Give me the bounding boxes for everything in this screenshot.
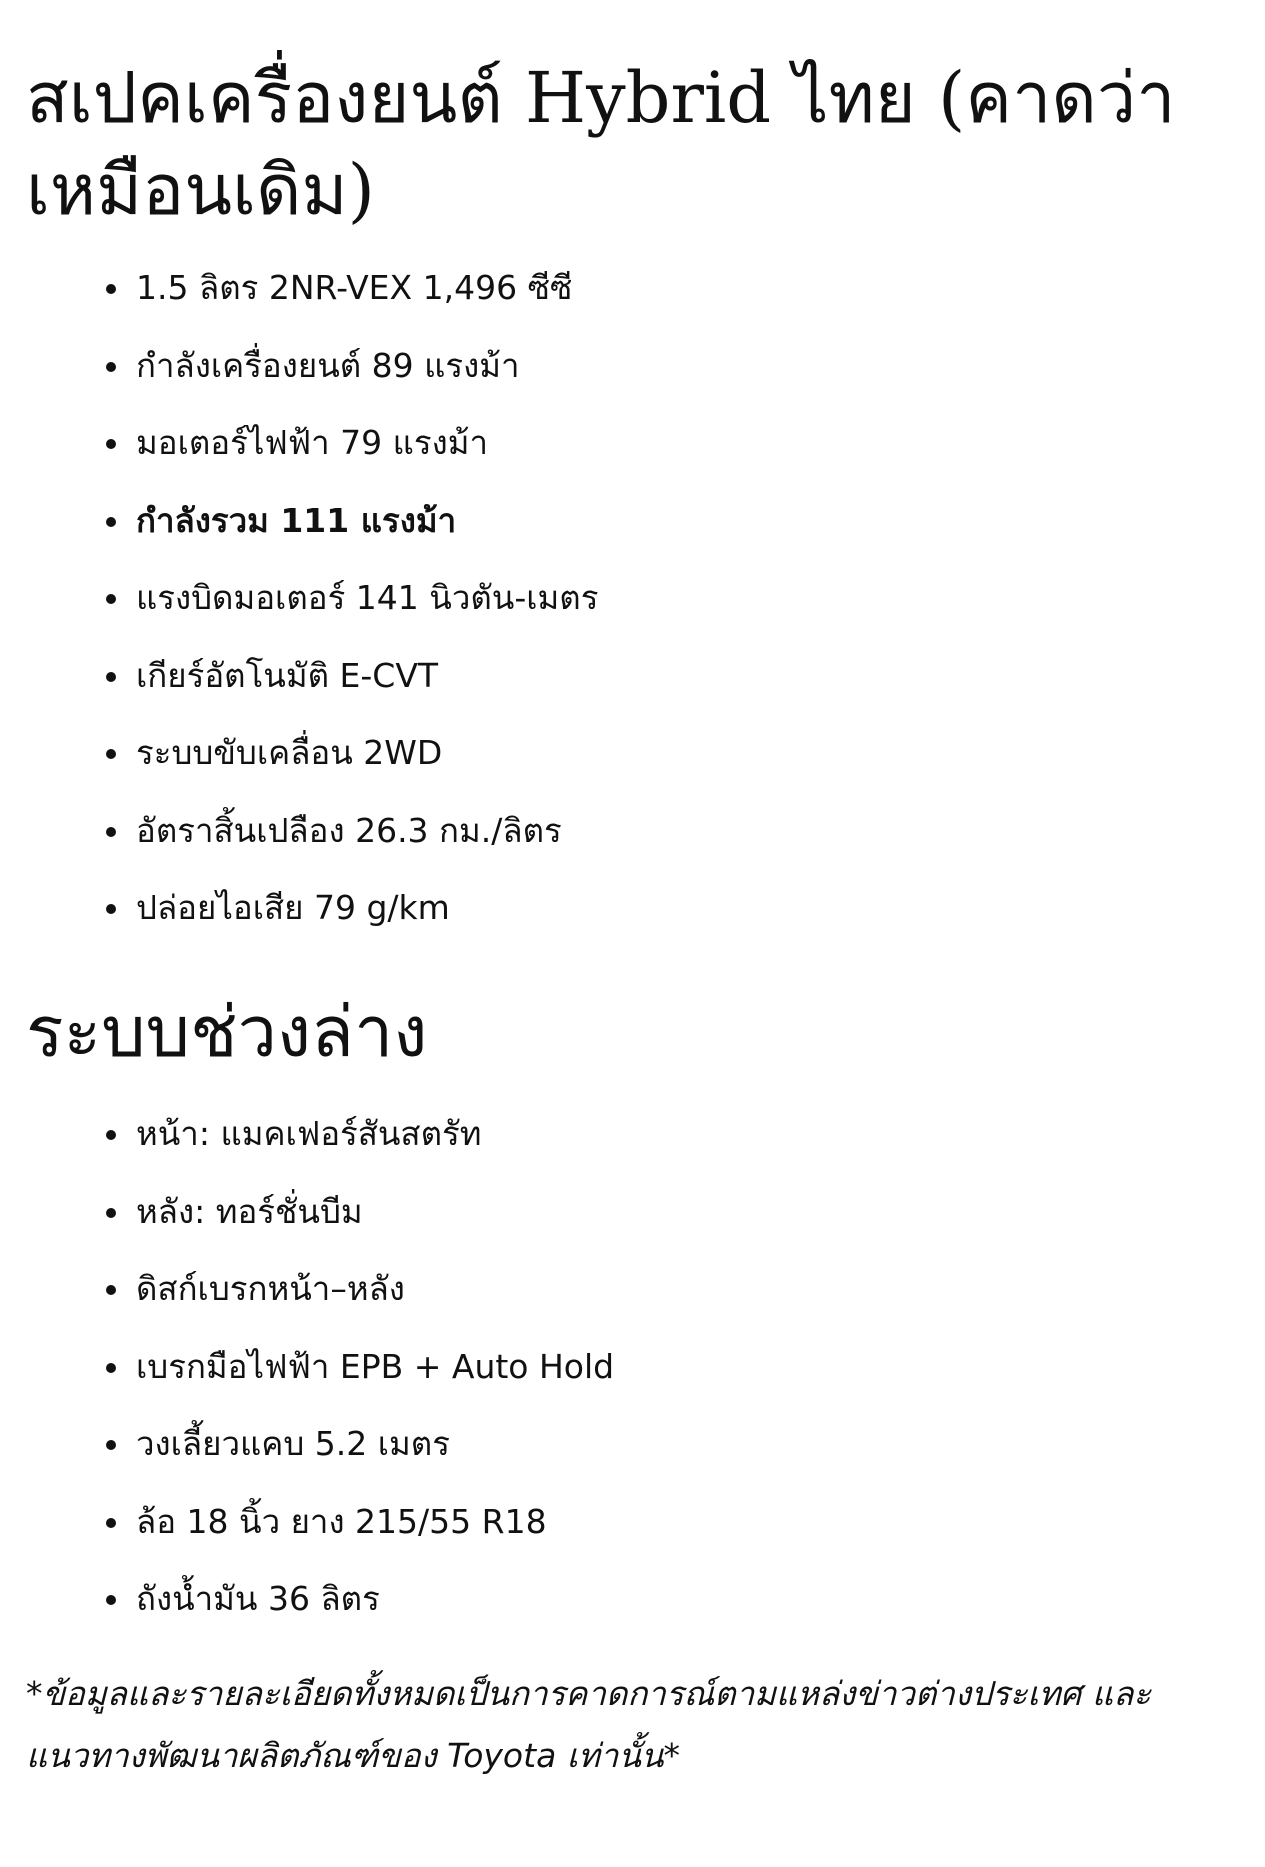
list-item (136, 1502, 1239, 1542)
list-item-text: ดิสก์เบรกหน้า–หลัง (136, 1269, 405, 1308)
bullet-icon (106, 1285, 116, 1295)
list-item (136, 1579, 1239, 1619)
list-item (136, 811, 1239, 851)
list-item (136, 423, 1239, 463)
list-item (136, 578, 1239, 618)
engine-spec-heading: สเปคเครื่องยนต์ Hybrid ไทย (คาดว่าเหมือนเดิม) (26, 57, 1176, 231)
list-item-text: แรงบิดมอเตอร์ 141 นิวตัน-เมตร (136, 578, 599, 617)
list-item-text: 1.5 ลิตร 2NR-VEX 1,496 ซีซี (136, 268, 573, 307)
bullet-icon (106, 1595, 116, 1605)
bullet-icon (106, 594, 116, 604)
disclaimer-footnote: *ข้อมูลและรายละเอียดทั้งหมดเป็นการคาดการณ์ตามแหล่งข่าวต่างประเทศ และแนวทางพัฒนาผลิตภัณฑ์ของ Toyota เท่านั้น* (26, 1674, 1152, 1775)
bullet-icon (106, 827, 116, 837)
list-item (136, 1269, 1239, 1309)
list-item-text: กำลังเครื่องยนต์ 89 แรงม้า (136, 345, 520, 385)
list-item (136, 656, 1239, 696)
list-item-text: ปล่อยไอเสีย 79 g/km (136, 888, 450, 927)
list-item (136, 733, 1239, 773)
list-item-text: เบรกมือไฟฟ้า EPB + Auto Hold (136, 1346, 615, 1386)
bullet-icon (106, 1518, 116, 1528)
list-item (136, 1347, 1239, 1387)
list-item-text: กำลังรวม 111 แรงม้า (136, 500, 457, 540)
engine-spec-list (26, 268, 1239, 928)
bullet-icon (106, 284, 116, 294)
bullet-icon (106, 672, 116, 682)
list-item-text: วงเลี้ยวแคบ 5.2 เมตร (136, 1424, 450, 1463)
list-item-text: เกียร์อัตโนมัติ E-CVT (136, 655, 439, 695)
bullet-icon (106, 517, 116, 527)
bullet-icon (106, 1130, 116, 1140)
list-item (136, 1114, 1239, 1154)
bullet-icon (106, 439, 116, 449)
suspension-heading: ระบบช่วงล่าง (26, 991, 428, 1073)
bullet-icon (106, 1208, 116, 1218)
list-item-highlight (136, 501, 1239, 541)
bullet-icon (106, 1440, 116, 1450)
list-item (136, 1192, 1239, 1232)
bullet-icon (106, 1363, 116, 1373)
list-item (136, 268, 1239, 308)
suspension-spec-list (26, 1114, 1239, 1619)
list-item (136, 346, 1239, 386)
bullet-icon (106, 904, 116, 914)
bullet-icon (106, 362, 116, 372)
list-item-text: อัตราสิ้นเปลือง 26.3 กม./ลิตร (136, 810, 562, 850)
list-item-text: ระบบขับเคลื่อน 2WD (136, 733, 443, 772)
list-item-text: ล้อ 18 นิ้ว ยาง 215/55 R18 (136, 1501, 547, 1541)
list-item (136, 888, 1239, 928)
bullet-icon (106, 749, 116, 759)
list-item-text: หลัง: ทอร์ชั่นบีม (136, 1191, 363, 1231)
list-item-text: มอเตอร์ไฟฟ้า 79 แรงม้า (136, 423, 489, 462)
list-item-text: ถังน้ำมัน 36 ลิตร (136, 1579, 380, 1618)
list-item (136, 1424, 1239, 1464)
list-item-text: หน้า: แมคเฟอร์สันสตรัท (136, 1114, 482, 1153)
